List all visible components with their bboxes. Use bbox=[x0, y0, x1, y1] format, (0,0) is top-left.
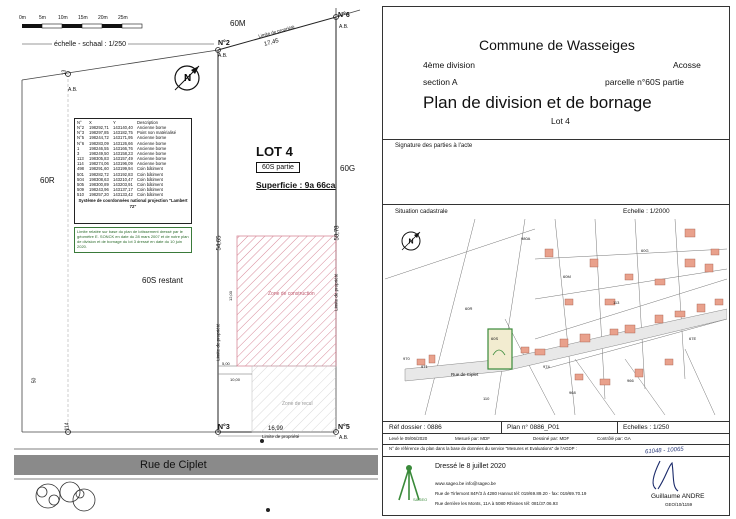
table-cell: N°3 bbox=[77, 130, 85, 136]
table-cell: Coin bâtiment bbox=[137, 176, 163, 182]
table-cell: 198274,06 bbox=[89, 161, 109, 167]
table-cell: 198305,83 bbox=[89, 156, 109, 162]
address-hannut: Rue de Tirlemont 84F/3 à 4280 Hannut tél: 019/69.89.20 - fax: 019/69.70.19 bbox=[435, 491, 587, 496]
col-header: Y bbox=[113, 120, 116, 125]
table-cell: 143199,94 bbox=[113, 166, 133, 172]
map-parcel-label: 980A bbox=[521, 236, 531, 241]
corner-n6: N°6 bbox=[338, 12, 350, 19]
table-cell: 143210,47 bbox=[113, 176, 133, 182]
dim-10: 10,00 bbox=[230, 377, 241, 382]
table-cell: Ancienne borne bbox=[137, 145, 167, 151]
lot-subtitle: Lot 4 bbox=[551, 116, 570, 126]
map-parcel-label: 110 bbox=[483, 396, 490, 401]
table-cell: 501 bbox=[77, 171, 84, 177]
table-cell: 143126,66 bbox=[113, 140, 133, 146]
dim-top: 17,45 bbox=[263, 38, 280, 48]
corner-114: 114 bbox=[64, 422, 71, 431]
map-parcel-label: 60G bbox=[641, 248, 649, 253]
map-parcel-label: 971 bbox=[421, 364, 428, 369]
col-header: Description bbox=[137, 120, 158, 125]
map-parcel-label: 974 bbox=[543, 364, 550, 369]
situation-label: Situation cadastrale bbox=[395, 209, 448, 215]
scale-tick-5: 5m bbox=[39, 15, 46, 21]
signature-label: Signature des parties à l'acte bbox=[395, 143, 473, 149]
table-cell: 198257,20 bbox=[89, 192, 109, 198]
checked-by: Contrôlé par: GA bbox=[597, 436, 631, 441]
table-cell: Coin bâtiment bbox=[137, 192, 163, 198]
website-email[interactable]: www.sageo.be info@sageo.be bbox=[435, 481, 496, 486]
table-cell: Coin bâtiment bbox=[137, 187, 163, 193]
plan-number: Plan n° 0886_P01 bbox=[507, 424, 560, 431]
table-cell: 143203,91 bbox=[113, 181, 133, 187]
scale-tick-10: 10m bbox=[58, 15, 68, 21]
table-cell: 198283,09 bbox=[89, 140, 109, 146]
boundary-note: Limite relatée sur base du plan de lotissement dressé par le géomètre E. SONCK en date du 28 mars 2007 et de notre plan de division et de bornage du lot 3 dressé en date du 10 juin 2020. bbox=[74, 227, 192, 253]
svg-text:N: N bbox=[408, 238, 414, 246]
table-cell: N°6 bbox=[77, 140, 85, 146]
boundary-label-bottom: Limite de propriété bbox=[262, 434, 300, 439]
table-cell: 505 bbox=[77, 181, 84, 187]
table-cell: Coin bâtiment bbox=[137, 171, 163, 177]
drawn-date: Dressé le 8 juillet 2020 bbox=[435, 463, 506, 470]
table-cell: 3 bbox=[77, 150, 80, 156]
table-cell: Ancienne borne bbox=[137, 140, 167, 146]
table-cell: Ancienne borne bbox=[137, 135, 167, 141]
scale-text: échelle - schaal : 1/250 bbox=[54, 41, 126, 48]
map-street-label: Rue de Ciplet bbox=[451, 372, 479, 377]
table-cell: 198249,50 bbox=[89, 150, 109, 156]
ab-label: A.B. bbox=[218, 53, 228, 59]
ref-dossier: Réf dossier : 0886 bbox=[389, 424, 442, 431]
neighbor-60m: 60M bbox=[230, 19, 246, 28]
signatory-id: GEO/10/1159 bbox=[665, 502, 693, 507]
map-parcel-label: 113 bbox=[613, 300, 620, 305]
table-cell: 198300,89 bbox=[89, 181, 109, 187]
address-rhisnes: Rue derrière les Monts, 11A à 5080 Rhisnes tél: 081/37.06.93 bbox=[435, 501, 558, 506]
table-cell: Ancienne borne bbox=[137, 150, 167, 156]
logo-text: SAGEO bbox=[413, 497, 428, 502]
table-cell: 143196,09 bbox=[113, 161, 133, 167]
table-cell: 509 bbox=[77, 187, 84, 193]
lot-title: LOT 4 bbox=[256, 144, 293, 159]
neighbor-60s-restant: 60S restant bbox=[142, 276, 183, 285]
measured-by: Mesuré par: MDF bbox=[455, 436, 491, 441]
map-parcel-label: 966 bbox=[627, 378, 634, 383]
village: Acosse bbox=[673, 60, 701, 70]
dim-12: 12,00 bbox=[228, 290, 234, 302]
reference-note: N° de référence du plan dans la base de données du service "Mesures et Evaluations" de l'AGDP : bbox=[389, 446, 577, 451]
corner-13: 13 bbox=[61, 69, 68, 76]
table-cell: 143171,95 bbox=[113, 135, 133, 141]
corner-n2: N°2 bbox=[218, 40, 230, 47]
ab-label: A.B. bbox=[339, 24, 349, 30]
table-cell: 143192,83 bbox=[113, 171, 133, 177]
table-cell: 113 bbox=[77, 156, 84, 162]
svg-text:N: N bbox=[184, 73, 192, 84]
ab-label: A.B. bbox=[68, 87, 78, 93]
map-parcel-label: 968 bbox=[569, 390, 576, 395]
section: section A bbox=[423, 77, 458, 87]
table-cell: 504 bbox=[77, 176, 84, 182]
lot-parcel-box: 60S partie bbox=[256, 162, 300, 173]
dim-5: 5,00 bbox=[222, 361, 230, 366]
scale-tick-20: 20m bbox=[98, 15, 108, 21]
tree-icon bbox=[36, 482, 95, 511]
cadastral-map bbox=[385, 219, 727, 415]
building-zone-label: Zone de construction bbox=[268, 291, 315, 297]
plan-title: Plan de division et de bornage bbox=[423, 93, 652, 112]
corner-n3: N°3 bbox=[218, 424, 230, 431]
table-cell: 198282,72 bbox=[89, 171, 109, 177]
map-parcel-label: 60R bbox=[465, 306, 473, 311]
table-cell: 198297,85 bbox=[89, 130, 109, 136]
table-cell: N°2 bbox=[77, 125, 85, 131]
scale-tick-25: 25m bbox=[118, 15, 128, 21]
boundary-label-right: Limite de propriété bbox=[333, 273, 339, 311]
boundary-label-left: Limite de propriété bbox=[215, 323, 221, 361]
corner-n5: N°5 bbox=[338, 424, 350, 431]
table-cell: 143137,17 bbox=[113, 187, 133, 193]
dim-left: 54,65 bbox=[216, 235, 223, 251]
table-cell: Ancienne borne bbox=[137, 125, 167, 131]
table-cell: 143140,40 bbox=[113, 125, 133, 131]
table-cell: 114 bbox=[77, 161, 84, 167]
ab-label: A.B. bbox=[339, 435, 349, 441]
street-name: Rue de Ciplet bbox=[140, 459, 207, 471]
north-arrow-icon bbox=[175, 66, 199, 90]
table-cell: Point non matérialisé bbox=[137, 130, 177, 136]
scales: Echelles : 1/250 bbox=[623, 424, 670, 431]
table-cell: 510 bbox=[77, 192, 84, 198]
parcelle: parcelle n°60S partie bbox=[605, 77, 685, 87]
map-parcel-label: 67E bbox=[689, 336, 697, 341]
table-cell: Ancienne borne bbox=[137, 161, 167, 167]
neighbor-60r: 60R bbox=[40, 176, 55, 185]
dim-bottom: 16,99 bbox=[268, 426, 284, 432]
signature bbox=[638, 459, 698, 495]
recess-zone bbox=[252, 366, 336, 432]
table-cell: Coin bâtiment bbox=[137, 166, 163, 172]
table-cell: 198246,55 bbox=[89, 145, 109, 151]
col-header: X bbox=[89, 120, 92, 125]
map-parcel-label: 60M bbox=[563, 274, 571, 279]
table-cell: N°5 bbox=[77, 135, 85, 141]
table-cell: 143133,42 bbox=[113, 192, 133, 198]
table-row bbox=[77, 192, 189, 197]
scale-tick-0: 0m bbox=[19, 15, 26, 21]
commune-title: Commune de Wasseiges bbox=[479, 37, 635, 53]
recess-zone-label: Zone de recul bbox=[282, 401, 313, 407]
table-cell: Coin bâtiment bbox=[137, 181, 163, 187]
table-cell: 143158,23 bbox=[113, 150, 133, 156]
dim-50: 50 bbox=[31, 377, 38, 384]
surveyed-date: Levé le 09/06/2020 bbox=[389, 436, 428, 441]
table-cell: 1 bbox=[77, 145, 80, 151]
table-cell: 143182,75 bbox=[113, 130, 133, 136]
lot-area: Superficie : 9a 66ca bbox=[256, 180, 336, 190]
coordinate-system: Système de coordonnées national projection "Lambert 72" bbox=[78, 198, 188, 209]
map-parcel-label: 60S bbox=[491, 336, 499, 341]
handwritten-ref: 61048 - 10065 bbox=[644, 446, 684, 456]
table-cell: 198244,72 bbox=[89, 135, 109, 141]
dim-right: 58,78 bbox=[334, 225, 341, 241]
boundary-label: Limite de propriété bbox=[257, 24, 296, 39]
building-zone bbox=[237, 236, 336, 366]
map-parcel-label: 970 bbox=[403, 356, 410, 361]
table-cell: 198308,63 bbox=[89, 176, 109, 182]
division: 4ème division bbox=[423, 60, 475, 70]
table-cell: 198243,96 bbox=[89, 187, 109, 193]
coordinate-table bbox=[74, 118, 192, 224]
neighbor-60g: 60G bbox=[340, 164, 356, 173]
table-cell: 198292,71 bbox=[89, 125, 109, 131]
title-block bbox=[382, 6, 730, 516]
table-cell: 143166,76 bbox=[113, 145, 133, 151]
scale-tick-15: 15m bbox=[78, 15, 88, 21]
drawn-by: Dessiné par: MDF bbox=[533, 436, 570, 441]
table-cell: 143157,49 bbox=[113, 156, 133, 162]
col-header: N° bbox=[77, 120, 82, 125]
signatory-name: Guillaume ANDRE bbox=[651, 493, 705, 500]
table-cell: Ancienne borne bbox=[137, 156, 167, 162]
situation-scale: Echelle : 1/2000 bbox=[623, 208, 670, 215]
table-cell: 198291,60 bbox=[89, 166, 109, 172]
table-cell: 498 bbox=[77, 166, 84, 172]
